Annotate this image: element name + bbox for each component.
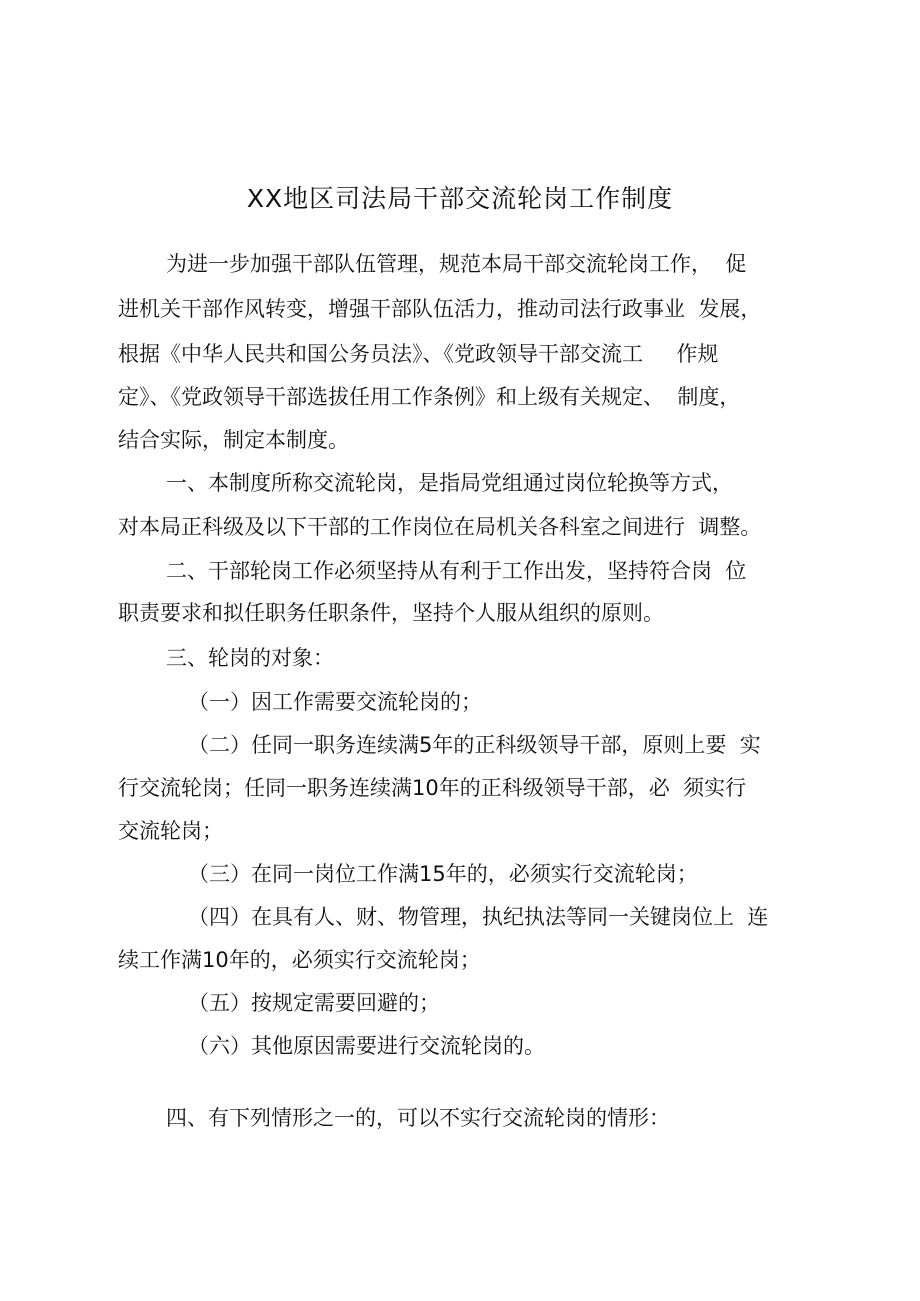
item-2-line-1: （二）任同一职务连续满5年的正科级领导干部，原则上要 实 xyxy=(188,733,761,757)
article-3-heading: 三、轮岗的对象： xyxy=(166,646,334,670)
preamble-line-5: 结合实际，制定本制度。 xyxy=(118,428,349,452)
item-4-line-1: （四）在具有人、财、物管理，执纪执法等同一关键岗位上 连 xyxy=(188,905,769,929)
item-3: （三）在同一岗位工作满15年的，必须实行交流轮岗； xyxy=(188,862,698,886)
article-1-line-1: 一、本制度所称交流轮岗，是指局党组通过岗位轮换等方式， xyxy=(166,471,733,495)
item-1: （一）因工作需要交流轮岗的； xyxy=(188,690,482,714)
item-6: （六）其他原因需要进行交流轮岗的。 xyxy=(188,1034,545,1058)
preamble-line-3: 根据《中华人民共和国公务员法》、《党政领导干部交流工 作规 xyxy=(118,342,719,366)
article-2-line-2: 职责要求和拟任职务任职条件，坚持个人服从组织的原则。 xyxy=(118,601,664,625)
article-1-line-2: 对本局正科级及以下干部的工作岗位在局机关各科室之间进行 调整。 xyxy=(118,515,762,539)
item-2-line-2: 行交流轮岗；任同一职务连续满10年的正科级领导干部，必 须实行 xyxy=(118,776,747,800)
item-4-line-2: 续工作满10年的，必须实行交流轮岗； xyxy=(118,948,481,972)
preamble-line-4: 定》、《党政领导干部选拔任用工作条例》和上级有关规定、 制度， xyxy=(118,385,741,409)
item-2-line-3: 交流轮岗； xyxy=(118,819,223,843)
item-5: （五）按规定需要回避的； xyxy=(188,991,440,1015)
document-title: XX地区司法局干部交流轮岗工作制度 xyxy=(246,184,674,213)
preamble-line-1: 为进一步加强干部队伍管理，规范本局干部交流轮岗工作， 促 xyxy=(166,252,747,276)
article-4-heading: 四、有下列情形之一的，可以不实行交流轮岗的情形： xyxy=(166,1106,670,1130)
article-2-line-1: 二、干部轮岗工作必须坚持从有利于工作出发，坚持符合岗 位 xyxy=(166,559,747,583)
preamble-line-2: 进机关干部作风转变，增强干部队伍活力，推动司法行政事业 发展， xyxy=(118,297,762,321)
